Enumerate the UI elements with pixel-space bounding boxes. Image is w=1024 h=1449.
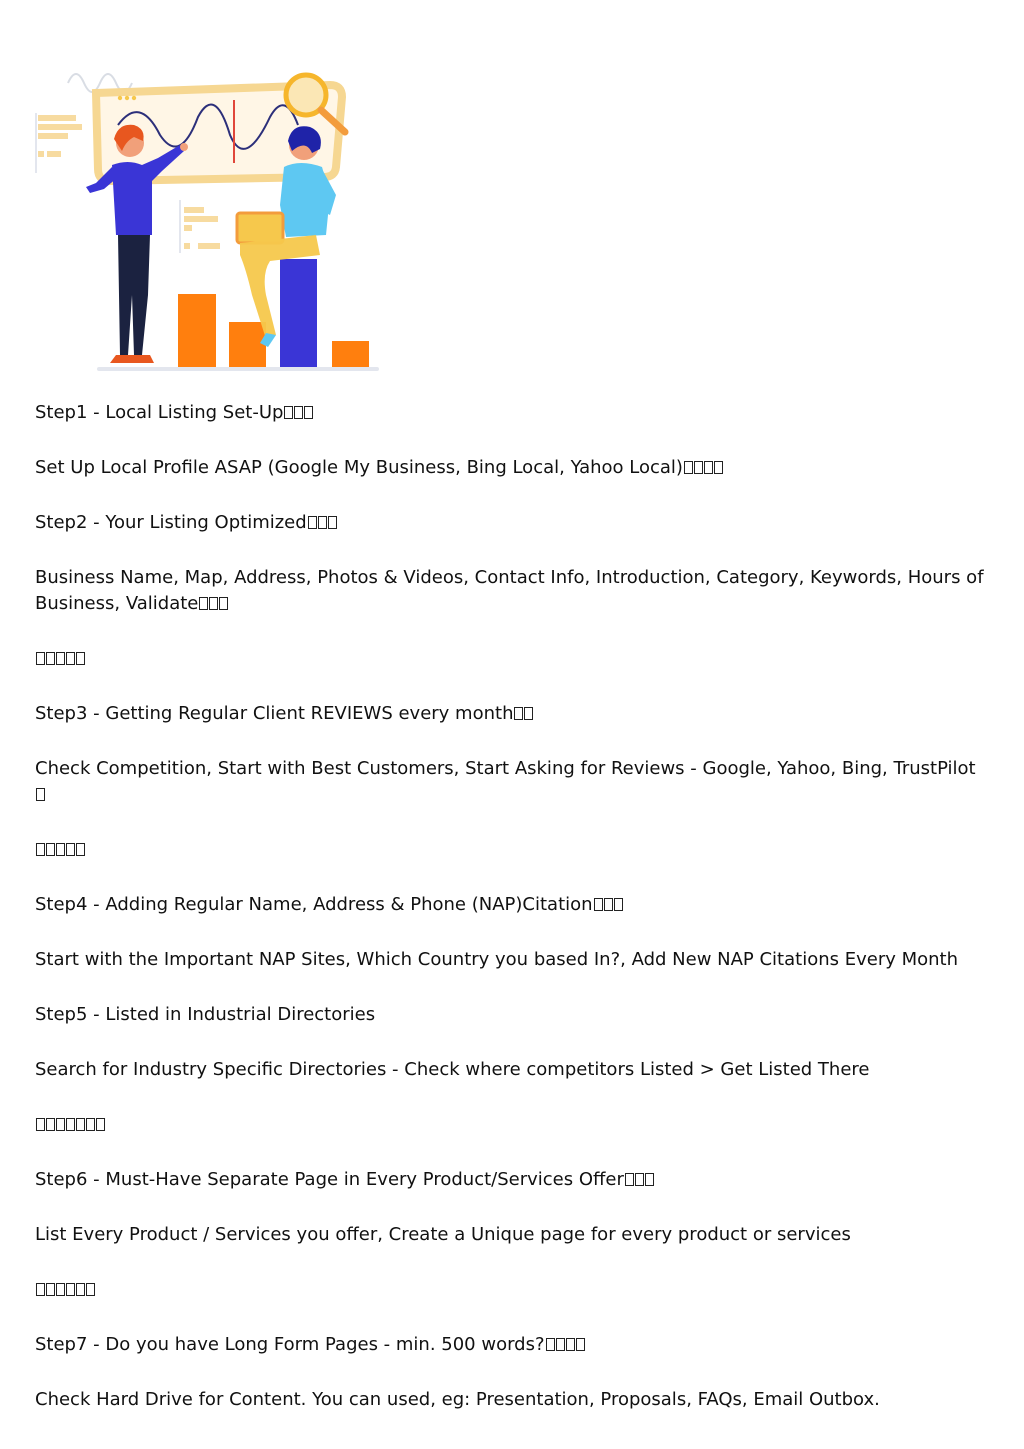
missing-glyph-icon (56, 1118, 65, 1131)
missing-glyph-icon (86, 1283, 95, 1296)
text-line-content: Step1 - Local Listing Set-Up (35, 402, 284, 423)
missing-glyph-icon (704, 461, 713, 474)
text-line (35, 1057, 985, 1083)
text-line-content: Check Competition, Start with Best Customers, Start Asking for Reviews - Google, Yahoo, Bing, TrustPilot (35, 758, 976, 779)
missing-glyph-icon (36, 652, 45, 665)
text-line (35, 400, 985, 426)
missing-glyph-icon (294, 406, 303, 419)
missing-glyph-icon (96, 1118, 105, 1131)
missing-glyph-icon (46, 843, 55, 856)
text-line-content: Set Up Local Profile ASAP (Google My Business, Bing Local, Yahoo Local) (35, 457, 683, 478)
ground-line (97, 367, 379, 371)
missing-glyph-icon (76, 1118, 85, 1131)
missing-glyph-icon (514, 707, 523, 720)
missing-glyph-icon (714, 461, 723, 474)
steps-text-block (35, 400, 985, 1413)
text-line (35, 1332, 985, 1358)
text-line (35, 1222, 985, 1248)
missing-glyph-icon (556, 1338, 565, 1351)
missing-glyph-icon (66, 1283, 75, 1296)
list-card-left (36, 113, 82, 173)
missing-glyph-icon (524, 707, 533, 720)
text-line (35, 756, 985, 808)
missing-glyph-icon (614, 898, 623, 911)
missing-glyph-icon (304, 406, 313, 419)
missing-glyph-icon (66, 652, 75, 665)
missing-glyph-icon (576, 1338, 585, 1351)
text-line (35, 646, 985, 672)
text-line-content: Business, Validate (35, 593, 199, 614)
missing-glyph-icon (56, 843, 65, 856)
missing-glyph-icon (36, 843, 45, 856)
text-line (35, 837, 985, 863)
missing-glyph-icon (284, 406, 293, 419)
missing-glyph-icon (56, 1283, 65, 1296)
text-line (35, 1112, 985, 1138)
missing-glyph-icon (219, 597, 228, 610)
missing-glyph-icon (76, 1283, 85, 1296)
missing-glyph-icon (645, 1173, 654, 1186)
text-line (35, 1167, 985, 1193)
text-line (35, 1277, 985, 1303)
missing-glyph-icon (36, 1283, 45, 1296)
missing-glyph-icon (66, 1118, 75, 1131)
bar-3 (280, 259, 317, 367)
laptop (237, 213, 283, 243)
text-line (35, 1002, 985, 1028)
text-line-content: Step5 - Listed in Industrial Directories (35, 1004, 376, 1025)
text-line (35, 565, 985, 591)
text-line-content: Search for Industry Specific Directories - Check where competitors Listed > Get Listed There (35, 1059, 870, 1080)
missing-glyph-icon (328, 516, 337, 529)
text-line (35, 591, 985, 617)
missing-glyph-icon (36, 788, 45, 801)
missing-glyph-icon (546, 1338, 555, 1351)
text-line (35, 947, 985, 973)
missing-glyph-icon (36, 1118, 45, 1131)
text-line (35, 510, 985, 536)
missing-glyph-icon (56, 652, 65, 665)
missing-glyph-icon (86, 1118, 95, 1131)
missing-glyph-icon (66, 843, 75, 856)
missing-glyph-icon (566, 1338, 575, 1351)
text-line-content: Step7 - Do you have Long Form Pages - min. 500 words? (35, 1334, 545, 1355)
missing-glyph-icon (694, 461, 703, 474)
text-line-content: List Every Product / Services you offer, Create a Unique page for every product or services (35, 1224, 851, 1245)
missing-glyph-icon (46, 652, 55, 665)
missing-glyph-icon (594, 898, 603, 911)
missing-glyph-icon (76, 652, 85, 665)
missing-glyph-icon (635, 1173, 644, 1186)
text-line-content: Step2 - Your Listing Optimized (35, 512, 307, 533)
bar-2 (229, 322, 266, 367)
missing-glyph-icon (209, 597, 218, 610)
text-line-content: Step3 - Getting Regular Client REVIEWS every month (35, 703, 514, 724)
missing-glyph-icon (318, 516, 327, 529)
missing-glyph-icon (76, 843, 85, 856)
text-line-content: Check Hard Drive for Content. You can used, eg: Presentation, Proposals, FAQs, Email Outbox. (35, 1389, 880, 1410)
missing-glyph-icon (46, 1283, 55, 1296)
bar-1 (178, 294, 216, 367)
text-line (35, 1387, 985, 1413)
text-line-content: Step6 - Must-Have Separate Page in Every Product/Services Offer (35, 1169, 624, 1190)
missing-glyph-icon (199, 597, 208, 610)
missing-glyph-icon (684, 461, 693, 474)
text-line-content: Start with the Important NAP Sites, Which Country you based In?, Add New NAP Citations Every Month (35, 949, 959, 970)
text-line-content: Business Name, Map, Address, Photos & Videos, Contact Info, Introduction, Category, Keywords, Hours of (35, 567, 984, 588)
bar-4 (332, 341, 369, 367)
text-line (35, 455, 985, 481)
missing-glyph-icon (625, 1173, 634, 1186)
text-line (35, 701, 985, 727)
missing-glyph-icon (46, 1118, 55, 1131)
list-card-middle (180, 200, 220, 253)
text-line (35, 892, 985, 918)
missing-glyph-icon (308, 516, 317, 529)
data-analysis-illustration (30, 55, 390, 380)
text-line-content: Step4 - Adding Regular Name, Address & Phone (NAP)Citation (35, 894, 593, 915)
missing-glyph-icon (604, 898, 613, 911)
